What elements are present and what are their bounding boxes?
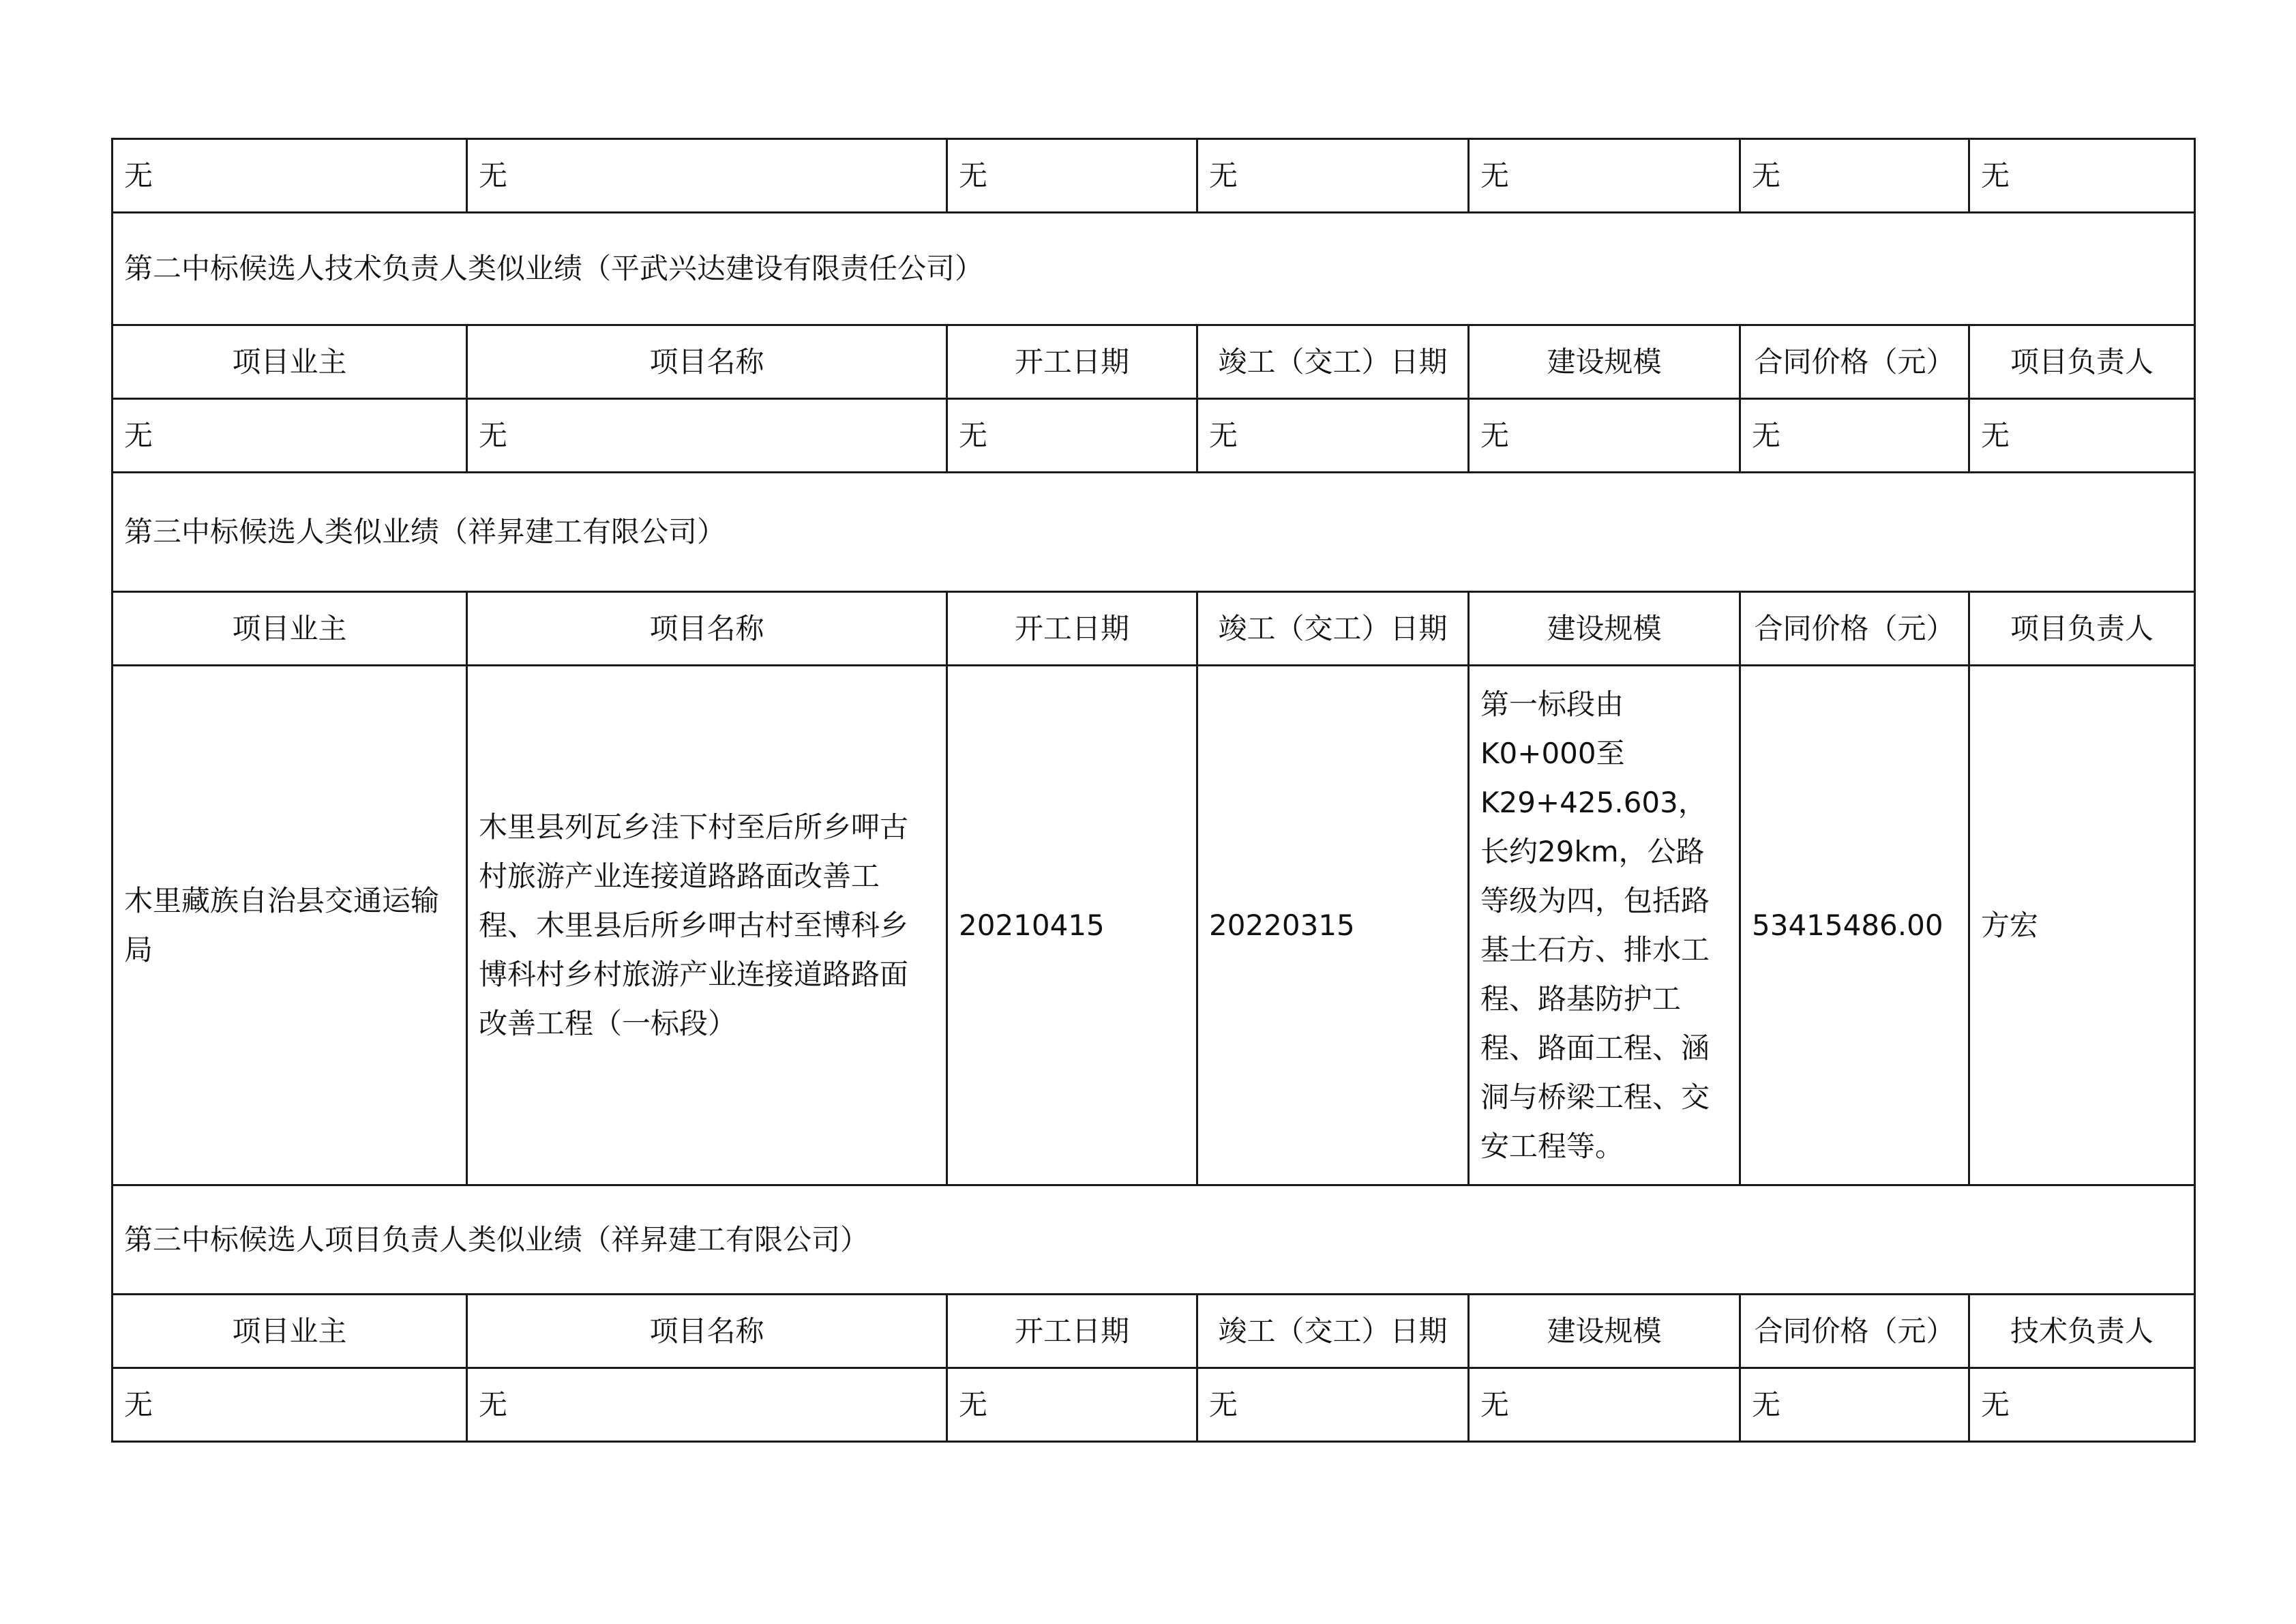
cell-scale: 无 <box>1469 399 1740 473</box>
cell-scale: 无 <box>1469 1368 1740 1442</box>
cell-owner: 木里藏族自治县交通运输局 <box>113 666 467 1185</box>
table-row <box>113 1368 2195 1442</box>
cell-start-date: 无 <box>947 1368 1197 1442</box>
cell-project-name: 木里县列瓦乡洼下村至后所乡呷古村旅游产业连接道路路面改善工程、木里县后所乡呷古村至博科乡博科村乡村旅游产业连接道路路面改善工程（一标段） <box>467 666 947 1185</box>
header-row <box>113 592 2195 666</box>
cell-manager: 方宏 <box>1969 666 2195 1185</box>
column-header: 项目负责人 <box>1969 325 2195 399</box>
section-title-row <box>113 473 2195 592</box>
cell-end-date: 无 <box>1197 139 1469 213</box>
section-title-row <box>113 213 2195 325</box>
cell-price: 53415486.00 <box>1740 666 1969 1185</box>
column-header: 开工日期 <box>947 592 1197 666</box>
column-header: 合同价格（元） <box>1740 592 1969 666</box>
column-header: 开工日期 <box>947 325 1197 399</box>
table-row <box>113 666 2195 1185</box>
section-title: 第二中标候选人技术负责人类似业绩（平武兴达建设有限责任公司） <box>113 213 2195 325</box>
column-header: 项目名称 <box>467 1295 947 1368</box>
performance-table <box>111 138 2196 1443</box>
cell-start-date: 无 <box>947 399 1197 473</box>
column-header: 开工日期 <box>947 1295 1197 1368</box>
section-title: 第三中标候选人项目负责人类似业绩（祥昇建工有限公司） <box>113 1185 2195 1295</box>
column-header: 项目名称 <box>467 592 947 666</box>
cell-owner: 无 <box>113 399 467 473</box>
section-title: 第三中标候选人类似业绩（祥昇建工有限公司） <box>113 473 2195 592</box>
column-header: 竣工（交工）日期 <box>1197 592 1469 666</box>
cell-manager: 无 <box>1969 139 2195 213</box>
column-header: 合同价格（元） <box>1740 325 1969 399</box>
column-header: 项目业主 <box>113 1295 467 1368</box>
column-header: 合同价格（元） <box>1740 1295 1969 1368</box>
column-header: 建设规模 <box>1469 325 1740 399</box>
cell-price: 无 <box>1740 399 1969 473</box>
section-title-row <box>113 1185 2195 1295</box>
cell-project-name: 无 <box>467 399 947 473</box>
header-row <box>113 1295 2195 1368</box>
cell-end-date: 无 <box>1197 399 1469 473</box>
column-header: 项目业主 <box>113 592 467 666</box>
cell-price: 无 <box>1740 1368 1969 1442</box>
column-header: 建设规模 <box>1469 1295 1740 1368</box>
cell-end-date: 无 <box>1197 1368 1469 1442</box>
column-header: 竣工（交工）日期 <box>1197 325 1469 399</box>
table-row <box>113 399 2195 473</box>
cell-owner: 无 <box>113 139 467 213</box>
cell-price: 无 <box>1740 139 1969 213</box>
cell-project-name: 无 <box>467 139 947 213</box>
cell-scale: 无 <box>1469 139 1740 213</box>
cell-manager: 无 <box>1969 1368 2195 1442</box>
header-row <box>113 325 2195 399</box>
column-header: 项目业主 <box>113 325 467 399</box>
column-header: 建设规模 <box>1469 592 1740 666</box>
cell-manager: 无 <box>1969 399 2195 473</box>
table-row <box>113 139 2195 213</box>
cell-owner: 无 <box>113 1368 467 1442</box>
column-header: 项目负责人 <box>1969 592 2195 666</box>
cell-start-date: 无 <box>947 139 1197 213</box>
cell-end-date: 20220315 <box>1197 666 1469 1185</box>
column-header: 竣工（交工）日期 <box>1197 1295 1469 1368</box>
column-header: 项目名称 <box>467 325 947 399</box>
column-header: 技术负责人 <box>1969 1295 2195 1368</box>
cell-scale: 第一标段由K0+000至K29+425.603，长约29km，公路等级为四，包括路基土石方、排水工程、路基防护工程、路面工程、涵洞与桥梁工程、交安工程等。 <box>1469 666 1740 1185</box>
cell-project-name: 无 <box>467 1368 947 1442</box>
cell-start-date: 20210415 <box>947 666 1197 1185</box>
